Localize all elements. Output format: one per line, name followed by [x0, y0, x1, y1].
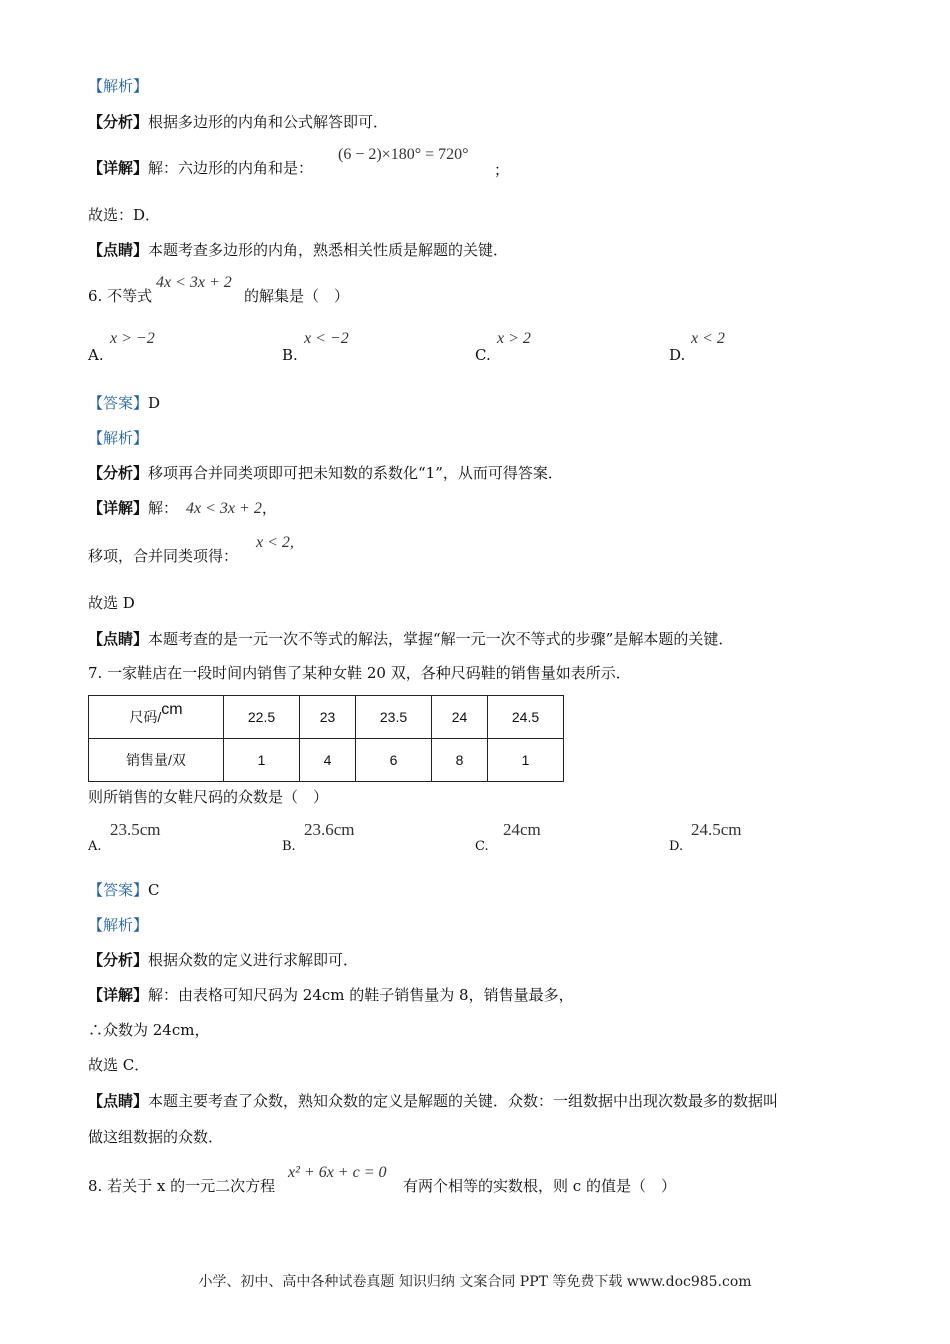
- q7-detail-line: [88, 985, 574, 1005]
- option-label: D.: [669, 346, 686, 364]
- q7-size-table: [88, 695, 564, 782]
- q6-analysis-line: [88, 463, 563, 483]
- q7-therefore: ∴众数为 24cm，: [88, 1021, 210, 1039]
- answer-tag: 【答案】: [88, 881, 149, 899]
- table-cell: 6: [356, 739, 432, 782]
- size-unit: cm: [161, 701, 183, 718]
- option-label: A.: [88, 346, 104, 364]
- analysis-tag: 【解析】: [88, 77, 149, 95]
- q7-comment-line-2: 做这组数据的众数．: [88, 1128, 224, 1146]
- option-math: x < 2: [691, 330, 725, 347]
- q8-stem-pre: 8. 若关于 x 的一元二次方程: [88, 1177, 276, 1195]
- table-cell: 24.5: [488, 696, 564, 739]
- xiangjie-tag: 【详解】: [88, 986, 149, 1004]
- table-header-cell: 销售量/双: [89, 739, 224, 782]
- fenxi-tag: 【分析】: [88, 951, 149, 969]
- analysis-tag: 【解析】: [88, 916, 149, 934]
- q6-detail-post: ，: [261, 499, 277, 517]
- table-row: [89, 739, 564, 782]
- table-cell: 22.5: [224, 696, 300, 739]
- q6-option-b[interactable]: [282, 330, 349, 364]
- q6-answer: D: [148, 394, 161, 412]
- q6-dianjing-text: 本题考查的是一元一次不等式的解法，掌握“解一元一次不等式的步骤”是解本题的关键．: [148, 630, 734, 648]
- q5-fenxi-text: 根据多边形的内角和公式解答即可．: [148, 113, 389, 131]
- q6-detail-line: [88, 498, 277, 519]
- q7-answer: C: [148, 881, 160, 899]
- q7-fenxi-text: 根据众数的定义进行求解即可．: [148, 951, 359, 969]
- table-cell: 4: [300, 739, 356, 782]
- q5-analysis-line: [88, 112, 388, 132]
- fenxi-tag: 【分析】: [88, 464, 149, 482]
- q5-detail-line: [88, 158, 313, 178]
- option-label: D.: [669, 839, 684, 854]
- q7-xiangjie-text: 解：由表格可知尺码为 24cm 的鞋子销售量为 8，销售量最多，: [148, 986, 574, 1004]
- dianjing-tag: 【点睛】: [88, 1092, 149, 1110]
- option-label: C.: [475, 346, 491, 364]
- dianjing-tag: 【点睛】: [88, 241, 149, 259]
- q7-dianjing-text-1: 本题主要考查了众数，熟知众数的定义是解题的关键．众数：一组数据中出现次数最多的数据叫: [148, 1092, 779, 1110]
- option-label: A.: [88, 839, 102, 854]
- xiangjie-tag: 【详解】: [88, 499, 149, 517]
- q7-answer-choice: 故选 C．: [88, 1056, 150, 1074]
- q6-move-terms-math: x < 2,: [256, 534, 294, 551]
- option-math: 24cm: [503, 820, 541, 839]
- q6-comment-line: [88, 629, 733, 649]
- page-footer: 小学、初中、高中各种试卷真题 知识归纳 文案合同 PPT 等免费下载 www.doc985.com: [198, 1274, 752, 1290]
- table-cell: 23: [300, 696, 356, 739]
- option-math: x > −2: [110, 330, 155, 347]
- q6-answer-choice: 故选 D: [88, 594, 135, 612]
- table-header-cell: [89, 696, 224, 739]
- q6-fenxi-text: 移项再合并同类项即可把未知数的系数化“1”，从而可得答案．: [148, 464, 563, 482]
- q5-formula: (6 − 2)×180° = 720°: [338, 146, 469, 163]
- q5-dianjing-text: 本题考查多边形的内角，熟悉相关性质是解题的关键．: [148, 241, 509, 259]
- fenxi-tag: 【分析】: [88, 113, 149, 131]
- q7-stem: 7. 一家鞋店在一段时间内销售了某种女鞋 20 双，各种尺码鞋的销售量如表所示．: [88, 664, 631, 682]
- table-row: [89, 696, 564, 739]
- q7-question: 则所销售的女鞋尺码的众数是（ ）: [88, 788, 329, 806]
- option-math: x > 2: [497, 330, 531, 347]
- q6-detail-math: 4x < 3x + 2: [186, 500, 262, 517]
- q6-stem-pre: 6. 不等式: [88, 287, 153, 305]
- analysis-tag: 【解析】: [88, 429, 149, 447]
- q6-option-d[interactable]: [669, 330, 725, 364]
- q5-comment-line: [88, 240, 508, 260]
- option-math: 23.5cm: [110, 820, 161, 839]
- q8-equation: x² + 6x + c = 0: [288, 1164, 387, 1181]
- option-math: x < −2: [304, 330, 349, 347]
- table-cell: 24: [432, 696, 488, 739]
- q7-option-d[interactable]: [669, 820, 742, 854]
- q6-xiangjie-pre: 解：: [148, 499, 179, 517]
- q8-stem-post: 有两个相等的实数根，则 c 的值是（ ）: [403, 1177, 676, 1195]
- option-label: C.: [475, 839, 489, 854]
- q6-inequality: 4x < 3x + 2: [156, 274, 232, 291]
- q6-stem-post: 的解集是（ ）: [244, 287, 350, 305]
- dianjing-tag: 【点睛】: [88, 630, 149, 648]
- q7-answer-line: [88, 880, 160, 900]
- table-cell: 8: [432, 739, 488, 782]
- q5-answer-choice: 故选：D．: [88, 206, 161, 224]
- table-cell: 23.5: [356, 696, 432, 739]
- q6-move-terms: 移项，合并同类项得：: [88, 547, 239, 565]
- q7-option-c[interactable]: [475, 820, 541, 854]
- option-math: 23.6cm: [304, 820, 355, 839]
- q6-option-a[interactable]: [88, 330, 155, 364]
- q5-xiangjie-text: 解：六边形的内角和是：: [148, 159, 314, 177]
- q7-comment-line: [88, 1091, 778, 1111]
- size-header: 尺码/: [129, 709, 162, 725]
- q7-option-b[interactable]: [282, 820, 355, 854]
- q7-analysis-line: [88, 950, 358, 970]
- q5-semicolon: ；: [494, 161, 510, 179]
- table-cell: 1: [488, 739, 564, 782]
- answer-tag: 【答案】: [88, 394, 149, 412]
- q7-option-a[interactable]: [88, 820, 161, 854]
- option-label: B.: [282, 839, 296, 854]
- q6-answer-line: [88, 393, 160, 413]
- q6-option-c[interactable]: [475, 330, 531, 364]
- xiangjie-tag: 【详解】: [88, 159, 149, 177]
- option-label: B.: [282, 346, 298, 364]
- table-cell: 1: [224, 739, 300, 782]
- option-math: 24.5cm: [691, 820, 742, 839]
